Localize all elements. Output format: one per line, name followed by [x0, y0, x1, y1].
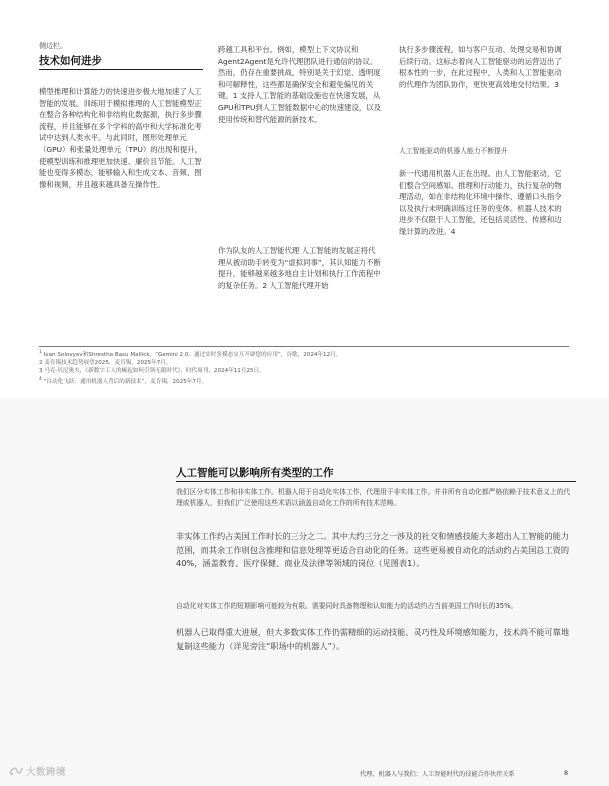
body-column-3-top	[399, 44, 565, 90]
paragraph-protocols: 跨越工具和平台。例如，模型上下文协议和Agent2Agent是允许代理团队进行通信的协议。然而，仍存在重要挑战，特别是关于幻觉、透明度和可解释性，这些都是确保安全和避免偏见的关键。1 支持人工智能的基础设施也在快速发展，从GPU和TPU到人工智能数据中心的快速建设，以及使用传统和替代能源的新技术。	[218, 45, 382, 124]
paragraph-robots: 新一代通用机器人正在出现。由人工智能驱动，它们整合空间感知、推理和行动能力，执行复杂的物理活动，如在非结构化环境中操作、遵循口头指令以及执行未明确训练过任务的变体。机器人技术的进步不仅限于人工智能，还包括灵活性、传感和边缘计算的改进。4	[399, 169, 562, 236]
footnote-text: 3 马克·贝尼奥夫，《新数字工人的崛起如何引领无限时代》，时代周刊，2024年11月25日。	[39, 368, 265, 375]
footnote	[39, 359, 579, 367]
footnote-number: 4	[39, 376, 42, 382]
paragraph-tech-progress: 模型推理和计算能力的快速进步极大地加速了人工智能的发展。训练用于模拟推理的人工智能模型正在整合各种结构化和非结构化数据源，执行多步骤流程，并且能够在多个学科的高中和大学标准化考试中达到人类水平。与此同时，图形处理单元（GPU）和张量处理单元（TPU）的出现和提升，使模型训练和推理更加快速、廉价且节能。人工智能也变得多模态，能够输入和生成文本、音频、图像和视频，并且越来越具备互操作性。	[39, 87, 203, 189]
footnote-divider	[39, 346, 569, 347]
sidebar-label: 侧边栏。	[39, 42, 67, 50]
paragraph-agents-teammates: 作为队友的人工智能代理 人工智能的发展正将代理从被动助手转变为“虚拟同事”，其认知能力不断提升，能够越来越多地自主计划和执行工作流程中的复杂任务。2 人工智能代理开始	[218, 246, 381, 290]
paragraph-physical-work: 自动化对实体工作的短期影响可能较为有限。需要同时具备物理和认知能力的活动约占当前美国工作时长的35%。	[176, 602, 518, 610]
page-number: 8	[564, 769, 569, 777]
body-column-1	[39, 86, 203, 190]
paragraph-nonphysical-work: 非实体工作约占美国工作时长的三分之二。其中大约三分之一涉及的社交和情感技能大多超出人工智能的能力范围，而其余工作则包含推理和信息处理等更适合自动化的任务。这些更易被自动化的活动约占美国总工资的40%，涵盖教育、医疗保健、商业及法律等领域的岗位（见图表1）。	[176, 531, 570, 568]
heading-divider	[39, 69, 203, 70]
footnote	[39, 367, 579, 375]
paragraph-robot-progress: 机器人已取得重大进展，但大多数实体工作仍需精细的运动技能、灵巧性及环境感知能力，技术尚不能可靠地复制这些能力（详见旁注“职场中的机器人”）。	[176, 627, 570, 651]
footnote	[39, 349, 579, 359]
exhibit-title-divider	[176, 481, 576, 482]
footnote	[39, 376, 579, 386]
footnotes	[39, 349, 579, 386]
logo-text: 大数跨境	[26, 767, 67, 778]
exhibit-intro-section	[0, 398, 609, 786]
body-column-2-top	[218, 44, 382, 125]
paragraph-multistep: 执行多步骤流程，如与客户互动、处理交易和协调后续行动。这标志着向人工智能驱动的运营迈出了根本性的一步，在此过程中，人类和人工智能驱动的代理作为团队协作，更快更高效地交付结果。3	[399, 45, 562, 89]
footnote-text: 2 麦肯锡技术趋势展望2025，麦肯锡，2025年7月。	[39, 360, 172, 367]
footer-report-title: 代理、机器人与我们：人工智能时代的技能合作伙伴关系	[360, 771, 515, 778]
footnote-text: Ivan Solovyev和Shrestha Basu Mallick，“Gemini 2.0：通过实时多模态交互开辟您的应用”，谷歌，2024年12月。	[43, 351, 342, 358]
paragraph-definitions: 我们区分实体工作和非实体工作。机器人用于自动化实体工作，代理用于非实体工作。并非所有自动化都严格依赖于技术意义上的代理或机器人，但我们广泛使用这些术语以涵盖自动化工作的所有技术范畴。	[176, 488, 571, 507]
logo-mark-icon	[9, 766, 23, 776]
watermark-logo	[9, 764, 66, 778]
footnote-number: 1	[39, 350, 42, 355]
exhibit-section-title: 人工智能可以影响所有类型的工作	[176, 467, 334, 479]
body-column-3-bottom	[399, 168, 565, 238]
section-heading: 技术如何进步	[39, 55, 102, 67]
body-column-2-bottom	[218, 245, 382, 291]
subsection-label-robots: 人工智能驱动的机器人能力不断提升	[399, 147, 508, 155]
footnote-text: “自动化飞跃：通用机器人背后的新技术”，麦肯锡，2025年7月。	[43, 378, 208, 385]
